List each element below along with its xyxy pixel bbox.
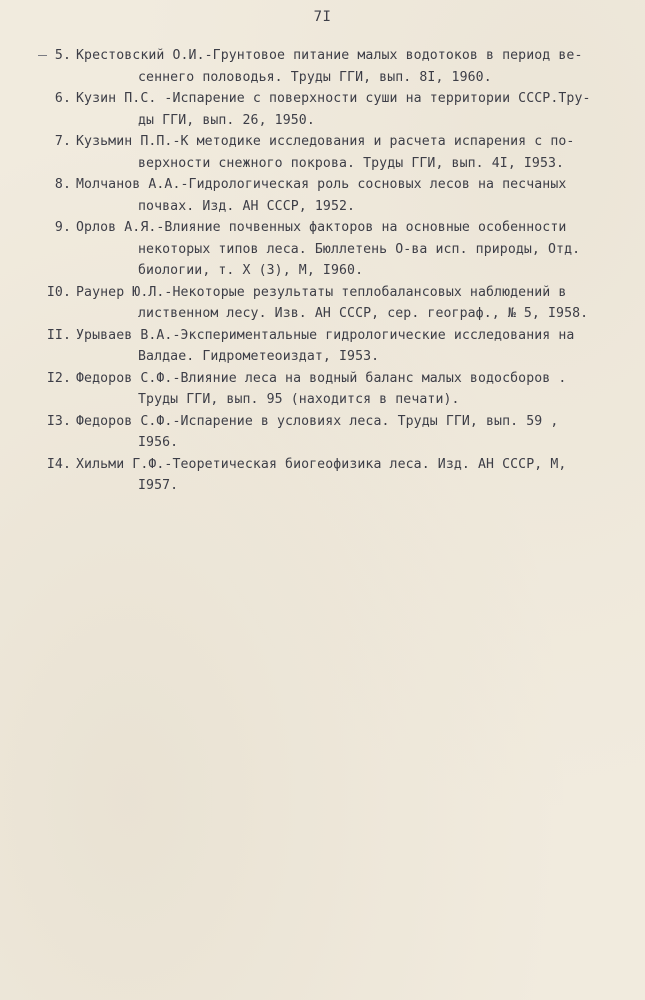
reference-number: 9.: [54, 220, 71, 235]
reference-line: I956.: [138, 435, 179, 450]
reference-text: [76, 282, 641, 325]
reference-line: Федоров С.Ф.-Влияние леса на водный баланс малых водосборов .: [76, 370, 567, 386]
reference-text: [76, 174, 641, 217]
reference-number: 5.: [54, 48, 71, 63]
reference-text: [76, 325, 641, 368]
reference-number: I4.: [46, 456, 71, 472]
reference-text: [76, 411, 641, 454]
reference-number: 7.: [54, 134, 71, 149]
reference-line: Раунер Ю.Л.-Некоторые результаты теплобалансовых наблюдений в: [76, 284, 567, 300]
page-number: 7I: [313, 9, 332, 25]
reference-line: I957.: [138, 478, 179, 493]
reference-line: Кузьмин П.П.-К методике исследования и расчета испарения с по-: [76, 134, 575, 149]
reference-list: [0, 45, 645, 497]
reference-number: 8.: [54, 177, 71, 192]
reference-item-9: [0, 217, 645, 282]
reference-item-6: [0, 88, 645, 131]
reference-line: Кузин П.С. -Испарение с поверхности суши на территории СССР.Тру-: [76, 91, 591, 106]
reference-line: Молчанов А.А.-Гидрологическая роль сосновых лесов на песчаных: [76, 177, 567, 192]
reference-line: Федоров С.Ф.-Испарение в условиях леса. Труды ГГИ, вып. 59 ,: [76, 413, 559, 429]
reference-line: Орлов А.Я.-Влияние почвенных факторов на основные особенности: [76, 220, 567, 235]
reference-line: Урываев В.А.-Экспериментальные гидрологические исследования на: [76, 327, 575, 343]
reference-text: [76, 454, 641, 497]
reference-line: верхности снежного покрова. Труды ГГИ, вып. 4I, I953.: [138, 155, 565, 171]
reference-line: лиственном лесу. Изв. АН СССР, сер. географ., № 5, I958.: [138, 306, 589, 321]
reference-line: ды ГГИ, вып. 26, 1950.: [138, 112, 315, 128]
reference-text: [76, 217, 641, 282]
reference-item-12: [0, 368, 645, 411]
reference-line: почвах. Изд. АН СССР, 1952.: [138, 198, 356, 214]
reference-item-8: [0, 174, 645, 217]
reference-item-7: [0, 131, 645, 174]
reference-number: I2.: [46, 370, 71, 386]
reference-line: сеннего половодья. Труды ГГИ, вып. 8I, 1960.: [138, 69, 492, 85]
reference-text: [76, 45, 641, 88]
reference-line: Хильми Г.Ф.-Теоретическая биогеофизика леса. Изд. АН СССР, М,: [76, 456, 567, 472]
reference-item-5: [0, 45, 645, 88]
reference-line: Валдае. Гидрометеоиздат, I953.: [138, 349, 380, 364]
reference-item-13: [0, 411, 645, 454]
reference-text: [76, 131, 641, 174]
reference-item-10: [0, 282, 645, 325]
reference-number: 6.: [54, 91, 71, 106]
reference-number: II.: [46, 327, 71, 343]
reference-line: Крестовский О.И.-Грунтовое питание малых водотоков в период ве-: [76, 48, 583, 63]
reference-text: [76, 88, 641, 131]
reference-number: I0.: [46, 284, 71, 300]
reference-line: биологии, т. X (3), М, I960.: [138, 263, 364, 278]
reference-number: I3.: [46, 413, 71, 429]
reference-item-11: [0, 325, 645, 368]
reference-text: [76, 368, 641, 411]
reference-line: некоторых типов леса. Бюллетень О-ва исп. природы, Отд.: [138, 241, 581, 257]
reference-item-14: [0, 454, 645, 497]
reference-line: Труды ГГИ, вып. 95 (находится в печати).: [138, 392, 460, 407]
